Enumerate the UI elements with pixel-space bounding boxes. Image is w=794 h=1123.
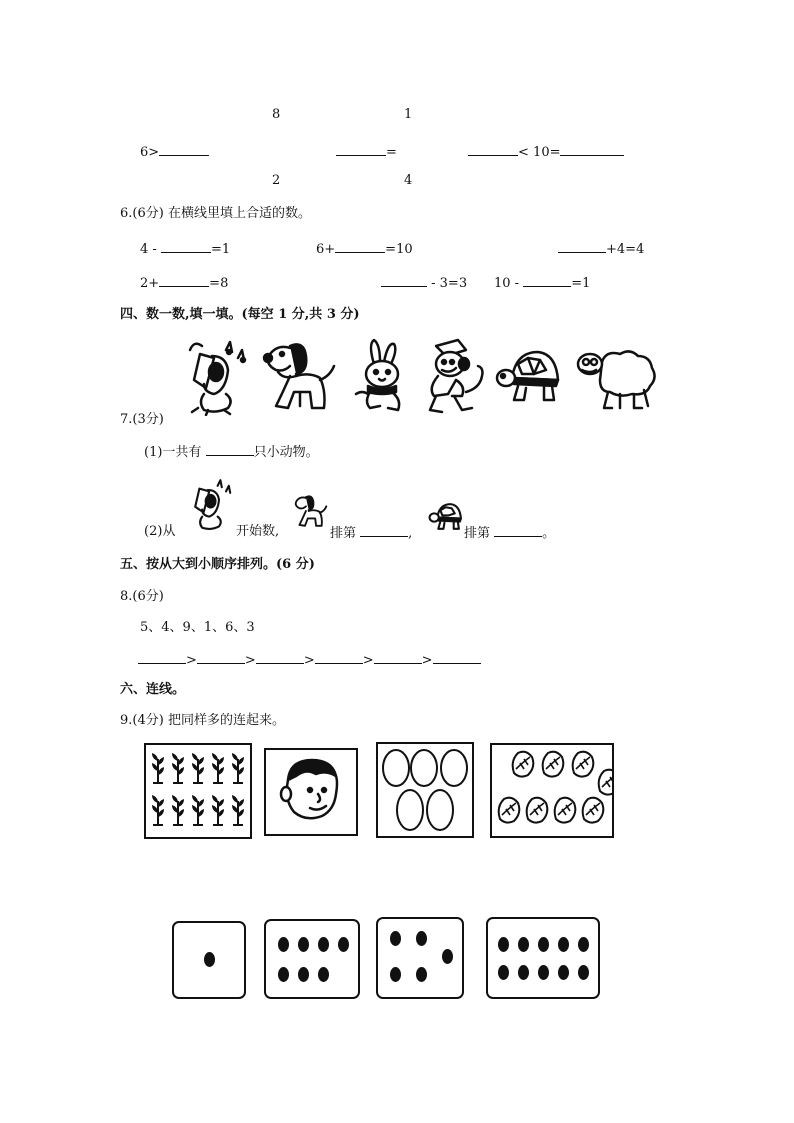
egg-icon [411, 750, 437, 786]
dot [298, 967, 309, 982]
sheep-icon [572, 342, 658, 414]
dot [558, 937, 569, 952]
dot [204, 952, 215, 967]
section-4-heading: 四、数一数,填一填。(每空 1 分,共 3 分) [120, 307, 360, 322]
leaf-icon [573, 752, 594, 777]
dot [578, 937, 589, 952]
dot [558, 965, 569, 980]
q8-numbers: 5、4、9、1、6、3 [140, 620, 255, 635]
answer-blank[interactable] [138, 651, 186, 664]
answer-blank[interactable] [256, 651, 304, 664]
dot [338, 937, 349, 952]
picture-box-leaves[interactable] [490, 743, 614, 838]
dot [498, 965, 509, 980]
dot [278, 967, 289, 982]
dot [538, 965, 549, 980]
sprout-icon [172, 753, 184, 783]
dot [538, 937, 549, 952]
leaf-icon [555, 798, 576, 823]
frog-singing-icon [186, 336, 250, 416]
dot-box-10[interactable] [486, 917, 600, 999]
q5-bottom-right-number: 4 [404, 173, 413, 188]
q5-row-c: < 10= [468, 143, 624, 161]
q6-title: 6.(6分) 在横线里填上合适的数。 [120, 206, 311, 221]
eggs-group [378, 744, 472, 836]
picture-box-eggs[interactable] [376, 742, 474, 838]
sprout-icon [152, 795, 164, 825]
egg-icon [383, 750, 409, 786]
sprout-icon [232, 795, 244, 825]
egg-icon [427, 790, 453, 830]
q6-eq-a2: 6+ =10 [316, 242, 413, 257]
egg-icon [397, 790, 423, 830]
dot [278, 937, 289, 952]
q6-eq-b1: 2+ =8 [140, 276, 229, 291]
sprout-icon [212, 753, 224, 783]
dot-box-7[interactable] [264, 919, 360, 999]
leaf-icon [583, 798, 604, 823]
egg-icon [441, 750, 467, 786]
q7-part2-count-from: 开始数, [236, 524, 280, 539]
dot [318, 967, 329, 982]
dot-box-5[interactable] [376, 917, 464, 999]
leaf-icon [599, 770, 612, 795]
q6-eq-b2: - 3=3 [381, 274, 467, 292]
dot [318, 937, 329, 952]
turtle-icon [494, 344, 564, 410]
q8-order-chain: > > > > > [138, 651, 481, 669]
answer-blank[interactable] [560, 143, 624, 156]
dot [498, 937, 509, 952]
q8-label: 8.(6分) [120, 589, 164, 604]
sprout-icon [192, 753, 204, 783]
dot [298, 937, 309, 952]
picture-box-sprouts[interactable] [144, 743, 252, 839]
section-6-heading: 六、连线。 [120, 682, 186, 697]
dot [390, 967, 401, 982]
dot [442, 949, 453, 964]
q6-eq-a1: 4 - =1 [140, 242, 231, 257]
section-5-heading: 五、按从大到小顺序排列。(6 分) [120, 557, 315, 572]
answer-blank[interactable] [336, 143, 386, 156]
q7-label: 7.(3分) [120, 412, 164, 427]
sprouts-group [146, 745, 250, 837]
answer-blank[interactable] [315, 651, 363, 664]
leaf-icon [513, 752, 534, 777]
dog-icon [260, 336, 342, 416]
q6-eq-a3: +4=4 [558, 240, 644, 258]
answer-blank[interactable] [494, 524, 542, 537]
sprout-icon [172, 795, 184, 825]
monkey-icon [418, 336, 488, 416]
picture-box-boy[interactable] [264, 748, 358, 836]
answer-blank[interactable] [374, 651, 422, 664]
leaf-icon [527, 798, 548, 823]
dot [518, 937, 529, 952]
answer-blank[interactable] [335, 240, 385, 253]
sprout-icon [232, 753, 244, 783]
dot [578, 965, 589, 980]
sprout-icon [192, 795, 204, 825]
q5-bottom-left-number: 2 [272, 173, 281, 188]
dot [390, 931, 401, 946]
answer-blank[interactable] [381, 274, 427, 287]
answer-blank[interactable] [433, 651, 481, 664]
answer-blank[interactable] [206, 443, 254, 456]
answer-blank[interactable] [159, 274, 209, 287]
q5-row-a: 6> [140, 143, 209, 161]
q7-part1: (1)一共有 只小动物。 [144, 445, 319, 460]
leaves-group [492, 745, 612, 836]
dot [416, 931, 427, 946]
q9-title: 9.(4分) 把同样多的连起来。 [120, 713, 285, 728]
frog-singing-icon [188, 476, 236, 532]
answer-blank[interactable] [360, 524, 408, 537]
boy-face-icon [266, 750, 356, 834]
leaf-icon [499, 798, 520, 823]
q7-part2-dog-rank: 排第 , [330, 526, 413, 541]
dog-icon [292, 492, 330, 530]
rabbit-icon [352, 336, 412, 416]
q5-top-right-number: 1 [404, 107, 413, 122]
q5-top-left-number: 8 [272, 107, 281, 122]
turtle-icon [428, 500, 464, 534]
q7-part2-turtle-rank: 排第 。 [464, 526, 556, 541]
q6-eq-b3: 10 - =1 [494, 276, 591, 291]
dot [416, 967, 427, 982]
answer-blank[interactable] [197, 651, 245, 664]
sprout-icon [152, 753, 164, 783]
answer-blank[interactable] [161, 240, 211, 253]
leaf-icon [543, 752, 564, 777]
answer-blank[interactable] [558, 240, 606, 253]
dot [518, 965, 529, 980]
dot-box-1[interactable] [172, 921, 246, 999]
answer-blank[interactable] [159, 143, 209, 156]
q5-row-b: = [336, 143, 397, 161]
answer-blank[interactable] [523, 274, 571, 287]
sprout-icon [212, 795, 224, 825]
q7-part2-start: (2)从 [144, 524, 176, 539]
answer-blank[interactable] [468, 143, 518, 156]
